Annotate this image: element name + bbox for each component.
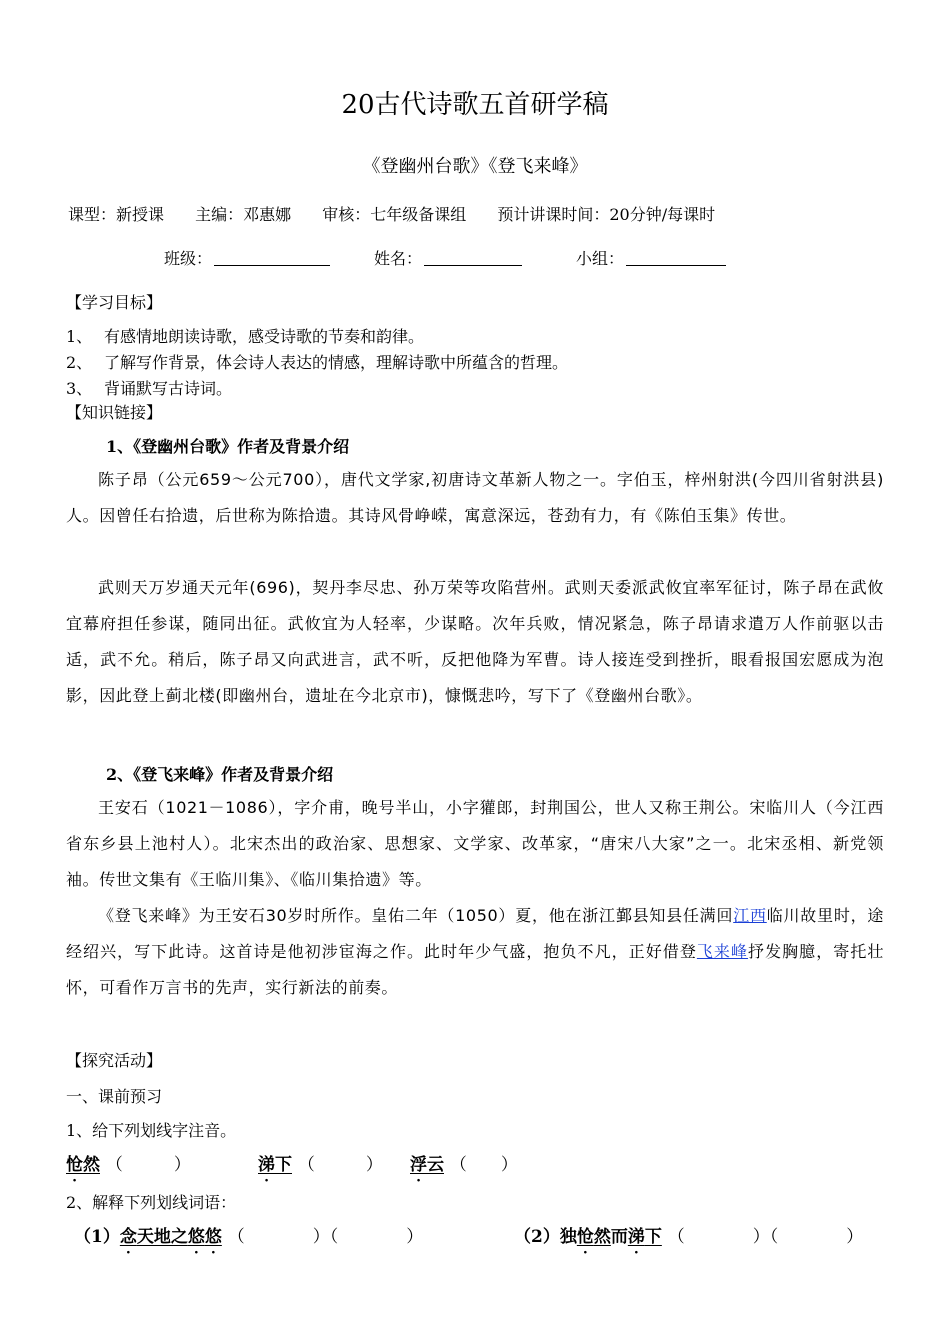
lesson-editor: 主编：邓惠娜 bbox=[195, 205, 292, 224]
group-blank[interactable] bbox=[626, 247, 726, 266]
goal-item bbox=[66, 350, 568, 373]
item-prefix: （2）独 bbox=[514, 1227, 577, 1247]
answer-paren[interactable]: （ ） bbox=[105, 1155, 191, 1175]
char-you-2: 悠 bbox=[204, 1227, 222, 1247]
answer-paren[interactable]: （ ） bbox=[449, 1155, 518, 1175]
goal-number: 1、 bbox=[66, 327, 93, 346]
target-phrase: 念天地之悠悠 bbox=[119, 1227, 222, 1247]
section-heading-chenziang: 1、《登幽州台歌》作者及背景介绍 bbox=[106, 437, 350, 456]
paragraph-chenziang-bio: 陈子昂（公元659～公元700），唐代文学家,初唐诗文革新人物之一。字伯玉，梓州射洪(今四川省射洪县)人。因曾任右拾遗，后世称为陈拾遗。其诗风骨峥嵘，寓意深远，苍劲有力，有《陈伯玉集》传世。 bbox=[66, 470, 884, 525]
char-1: 浮 bbox=[410, 1155, 427, 1175]
page-subtitle: 《登幽州台歌》《登飞来峰》 bbox=[362, 156, 588, 177]
target-word: 涕下 bbox=[258, 1155, 292, 1175]
question-1: 1、给下列划线字注音。 bbox=[66, 1121, 237, 1140]
class-field[interactable] bbox=[164, 246, 330, 269]
text-segment: 《登飞来峰》为王安石30岁时所作。皇佑二年（1050）夏，他在浙江鄞县知县任满回 bbox=[98, 906, 734, 925]
group-field[interactable] bbox=[576, 246, 726, 269]
lesson-reviewer: 审核：七年级备课组 bbox=[322, 205, 467, 224]
goal-number: 2、 bbox=[66, 353, 93, 372]
paragraph-poem-background bbox=[66, 898, 884, 1006]
char-you: 悠 bbox=[187, 1227, 205, 1247]
pinyin-item[interactable] bbox=[410, 1150, 518, 1175]
lesson-time: 预计讲课时间：20分钟/每课时 bbox=[497, 205, 716, 224]
char-1: 涕 bbox=[258, 1155, 275, 1175]
pinyin-item[interactable] bbox=[66, 1150, 191, 1175]
paragraph-chenziang-background: 武则天万岁通天元年(696)，契丹李尽忠、孙万荣等攻陷营州。武则天委派武攸宜率军征讨，陈子昂在武攸宜幕府担任参谋，随同出征。武攸宜为人轻率，少谋略。次年兵败，情况紧急，陈子昂请求遣万人作前驱以击适，武不允。稍后，陈子昂又向武进言，武不听，反把他降为军曹。诗人接连受到挫折，眼看报国宏愿成为泡影，因此登上蓟北楼(即幽州台，遗址在今北京市)，慷慨悲吟，写下了《登幽州台歌》。 bbox=[66, 578, 884, 705]
name-field[interactable] bbox=[374, 246, 522, 269]
answer-paren[interactable]: （ ）（ ） bbox=[227, 1227, 424, 1247]
item-prefix: （1） bbox=[74, 1227, 120, 1247]
class-label: 班级： bbox=[164, 249, 213, 268]
char-1: 怆 bbox=[66, 1155, 83, 1175]
goal-item bbox=[66, 324, 424, 347]
char-ti: 涕 bbox=[627, 1227, 645, 1247]
knowledge-heading: 【知识链接】 bbox=[66, 403, 163, 422]
target-word: 怆然 bbox=[66, 1155, 100, 1175]
goal-text: 了解写作背景，体会诗人表达的情感，理解诗歌中所蕴含的哲理。 bbox=[104, 353, 569, 372]
text-segment: 临川故里时，途经绍兴，写下此诗。这首诗是他初涉宦海之作。此时年少气盛，抱负不凡，正好借登 bbox=[66, 906, 884, 961]
name-label: 姓名： bbox=[374, 249, 423, 268]
preview-heading: 一、课前预习 bbox=[66, 1087, 163, 1106]
name-blank[interactable] bbox=[424, 247, 522, 266]
goal-item bbox=[66, 376, 232, 399]
link-jiangxi[interactable]: 江西 bbox=[733, 906, 767, 925]
text-segment: 抒发胸臆，寄托壮怀，可看作万言书的先声，实行新法的前奏。 bbox=[66, 942, 884, 997]
link-feilaifeng[interactable]: 飞来峰 bbox=[696, 942, 749, 961]
question-2: 2、解释下列划线词语： bbox=[66, 1193, 237, 1212]
lesson-meta bbox=[68, 202, 741, 225]
goal-text: 背诵默写古诗词。 bbox=[104, 379, 233, 398]
pinyin-item[interactable] bbox=[258, 1150, 383, 1175]
target-phrase-2: 涕下 bbox=[627, 1227, 662, 1247]
lesson-type: 课型：新授课 bbox=[68, 205, 165, 224]
class-blank[interactable] bbox=[214, 247, 330, 266]
target-phrase-1: 怆然 bbox=[576, 1227, 611, 1247]
goals-heading: 【学习目标】 bbox=[66, 293, 163, 312]
paragraph-wanganshi-bio: 王安石（1021－1086），字介甫，晚号半山，小字獾郎，封荆国公，世人又称王荆公。宋临川人（今江西省东乡县上池村人）。北宋杰出的政治家、思想家、文学家、改革家，“唐宋八大家”之一。北宋丞相、新党领袖。传世文集有《王临川集》、《临川集拾遗》等。 bbox=[66, 798, 884, 889]
section-heading-wanganshi: 2、《登飞来峰》作者及背景介绍 bbox=[106, 765, 334, 784]
target-word: 浮云 bbox=[410, 1155, 444, 1175]
goal-number: 3、 bbox=[66, 379, 93, 398]
page-title: 20古代诗歌五首研学稿 bbox=[341, 90, 609, 120]
answer-paren[interactable]: （ ）（ ） bbox=[667, 1227, 864, 1247]
connector: 而 bbox=[610, 1227, 628, 1247]
activity-heading: 【探究活动】 bbox=[66, 1051, 163, 1070]
definition-item-1[interactable] bbox=[74, 1222, 423, 1247]
answer-paren[interactable]: （ ） bbox=[297, 1155, 383, 1175]
char-chuang: 怆 bbox=[576, 1227, 594, 1247]
group-label: 小组： bbox=[576, 249, 625, 268]
definition-item-2[interactable] bbox=[514, 1222, 863, 1247]
goal-text: 有感情地朗读诗歌，感受诗歌的节奏和韵律。 bbox=[104, 327, 425, 346]
char-nian: 念 bbox=[119, 1227, 137, 1247]
